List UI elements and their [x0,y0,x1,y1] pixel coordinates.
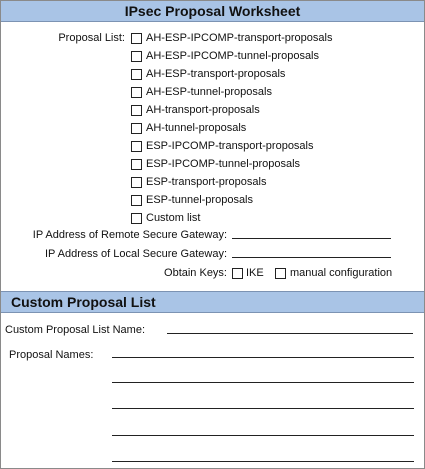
checkbox-ah-tunnel-proposals[interactable] [131,123,142,134]
custom-list-name-field[interactable] [167,333,413,334]
checkbox-custom-list[interactable] [131,213,142,224]
proposal-names-label: Proposal Names: [9,349,94,361]
option-label: AH-ESP-transport-proposals [146,68,286,80]
checkbox-ike[interactable] [232,268,243,279]
checkbox-esp-tunnel-proposals[interactable] [131,195,142,206]
option-label: Custom list [146,212,201,224]
option-label: AH-transport-proposals [146,104,260,116]
option-label: ESP-transport-proposals [146,176,267,188]
proposal-name-field-1[interactable] [112,357,414,358]
proposal-list-label: Proposal List: [58,32,125,44]
obtain-keys-option-ike: IKE [246,267,264,279]
checkbox-ah-esp-transport-proposals[interactable] [131,69,142,80]
checkbox-esp-ipcomp-transport-proposals[interactable] [131,141,142,152]
local-gateway-field[interactable] [232,257,391,258]
checkbox-ah-transport-proposals[interactable] [131,105,142,116]
option-label: AH-ESP-IPCOMP-transport-proposals [146,32,333,44]
local-gateway-label: IP Address of Local Secure Gateway: [44,248,227,260]
option-label: AH-ESP-IPCOMP-tunnel-proposals [146,50,320,62]
option-label: ESP-IPCOMP-transport-proposals [146,140,314,152]
proposal-name-field-2[interactable] [112,382,414,383]
proposal-name-field-3[interactable] [112,408,414,409]
custom-list-name-label: Custom Proposal List Name: [5,324,145,336]
option-label: AH-tunnel-proposals [146,122,247,134]
checkbox-esp-ipcomp-tunnel-proposals[interactable] [131,159,142,170]
checkbox-manual-configuration[interactable] [275,268,286,279]
remote-gateway-label: IP Address of Remote Secure Gateway: [32,229,227,241]
proposal-name-field-5[interactable] [112,461,414,462]
option-label: ESP-IPCOMP-tunnel-proposals [146,158,301,170]
obtain-keys-label: Obtain Keys: [164,267,227,279]
custom-section-header [1,291,424,313]
checkbox-ah-esp-ipcomp-tunnel-proposals[interactable] [131,51,142,62]
proposal-name-field-4[interactable] [112,435,414,436]
checkbox-ah-esp-ipcomp-transport-proposals[interactable] [131,33,142,44]
option-label: AH-ESP-tunnel-proposals [146,86,272,98]
option-label: ESP-tunnel-proposals [146,194,254,206]
worksheet-title: IPsec Proposal Worksheet [1,1,424,22]
custom-section-title: Custom Proposal List [11,294,156,310]
remote-gateway-field[interactable] [232,238,391,239]
obtain-keys-option-manual: manual configuration [290,267,393,279]
checkbox-esp-transport-proposals[interactable] [131,177,142,188]
checkbox-ah-esp-tunnel-proposals[interactable] [131,87,142,98]
